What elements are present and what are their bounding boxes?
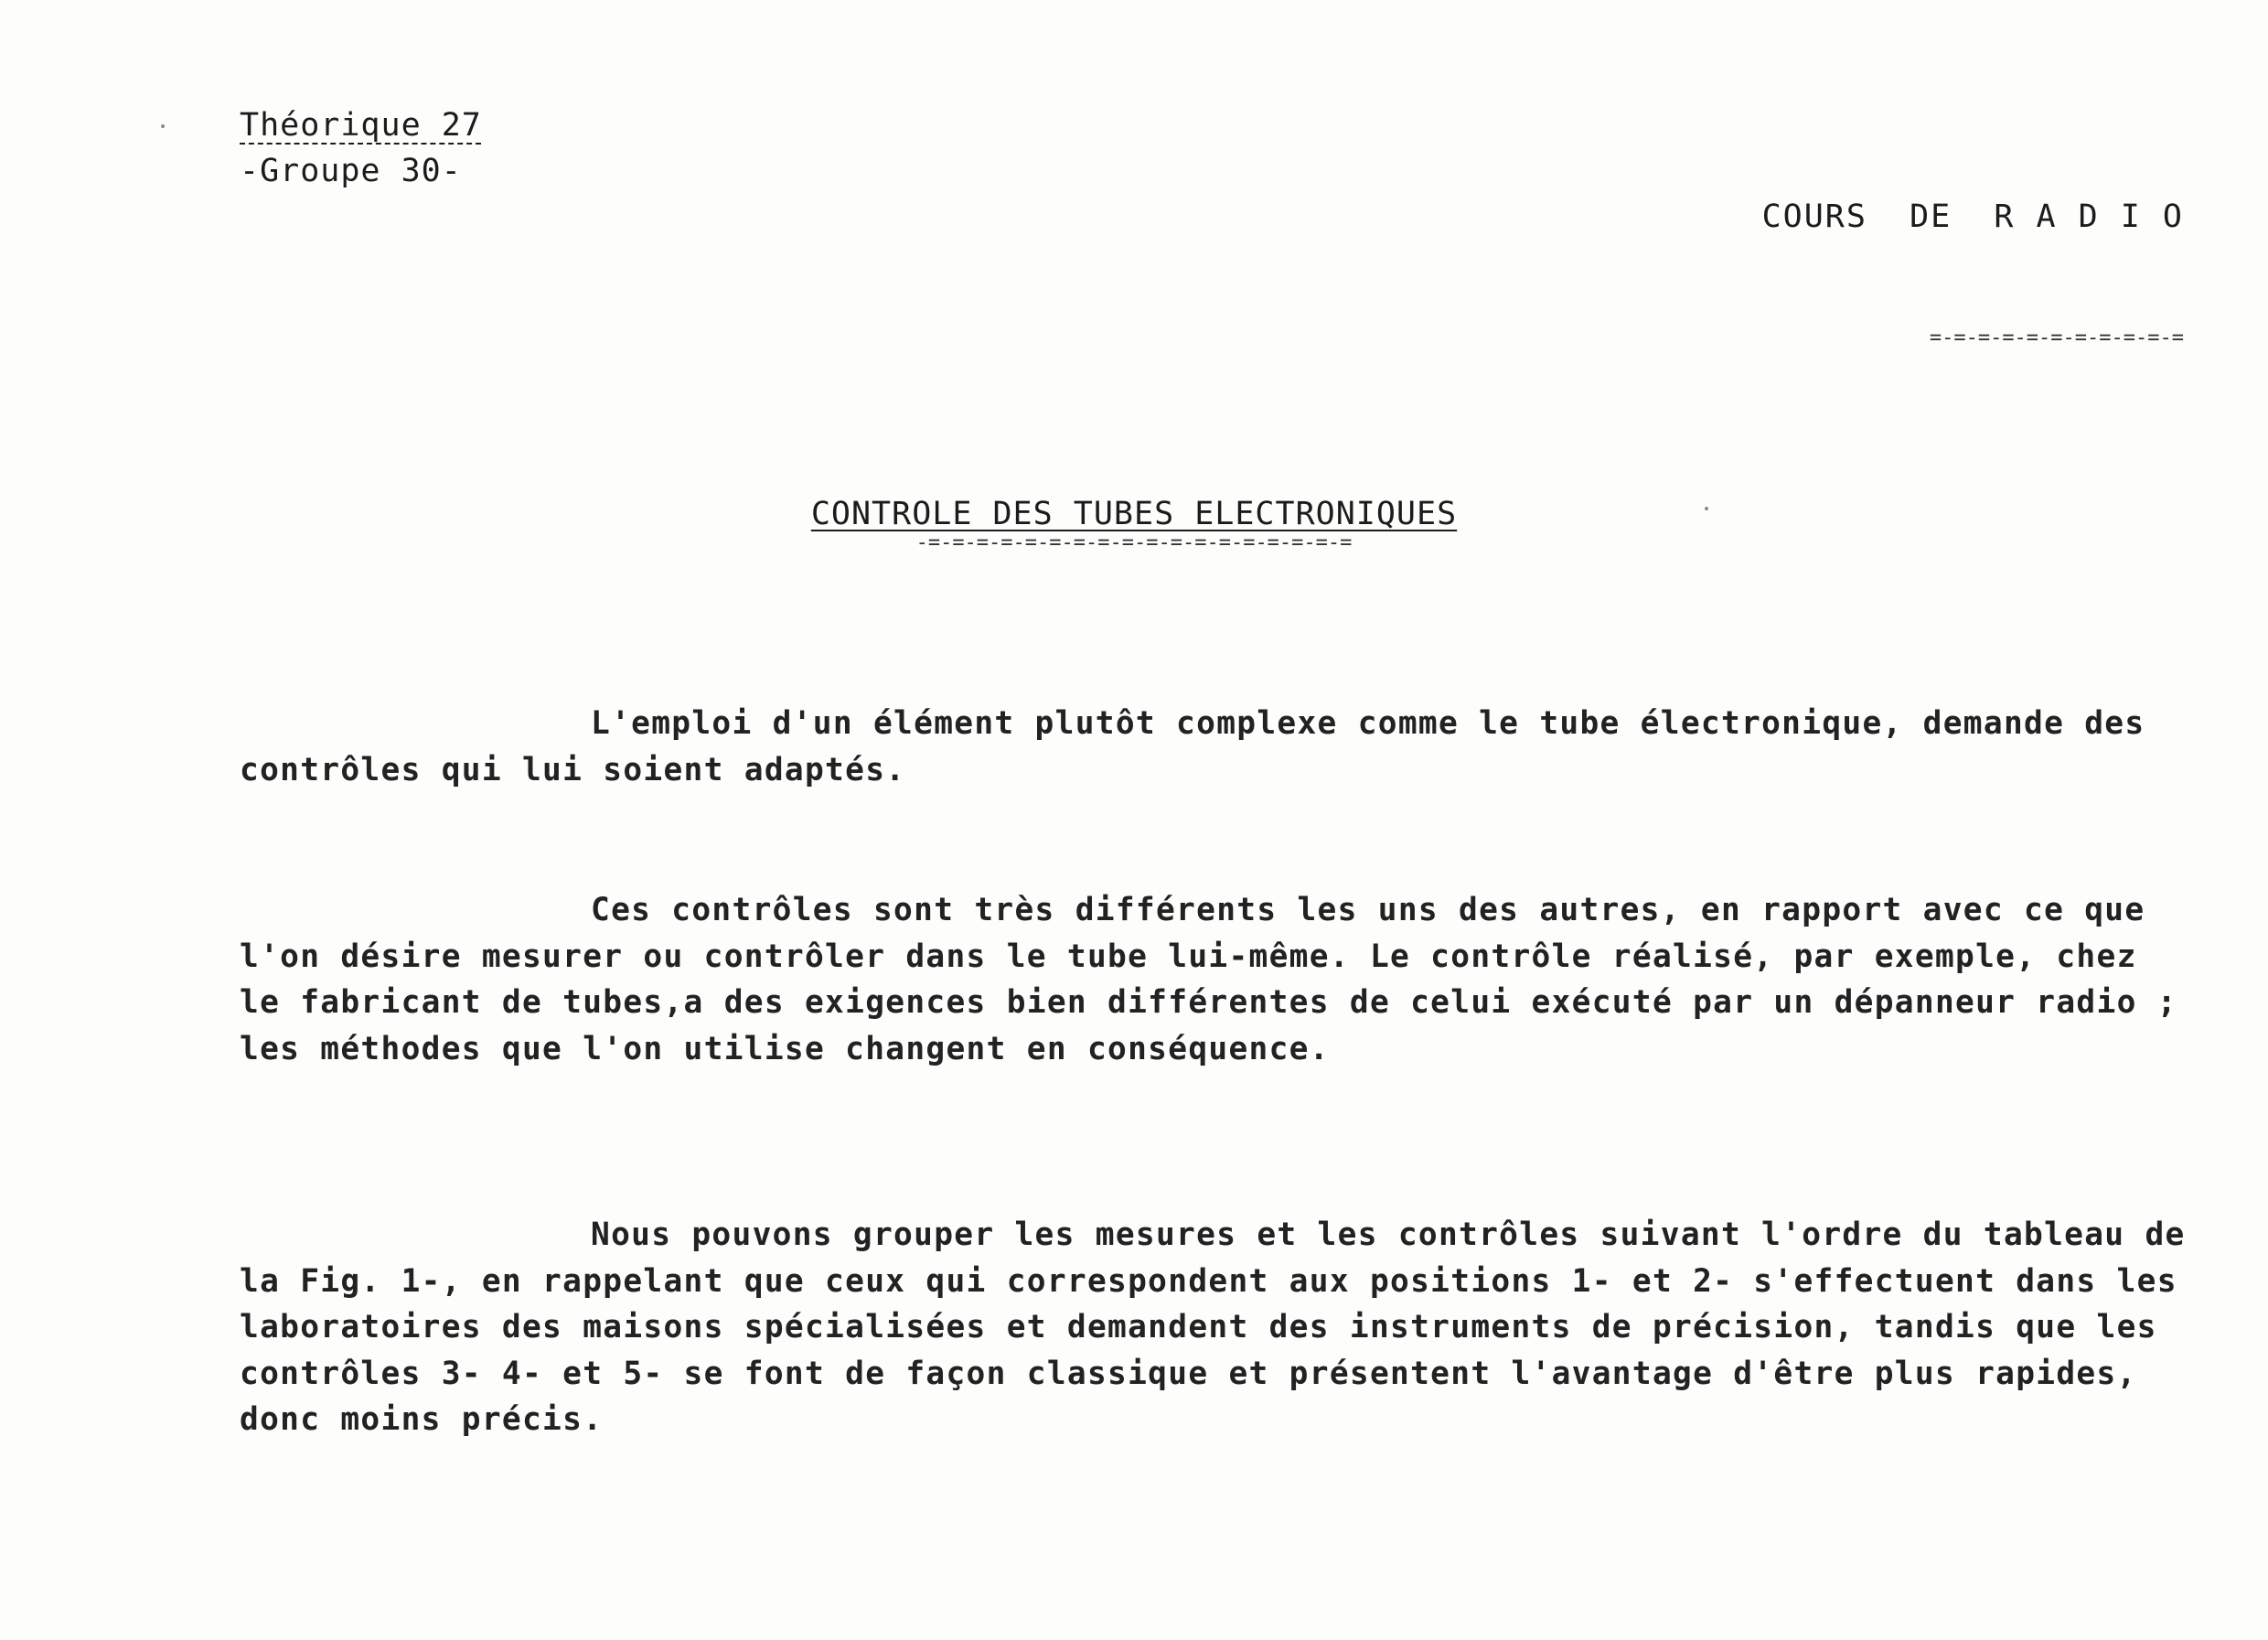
title-block — [0, 492, 2268, 554]
ink-speck — [161, 124, 165, 128]
course-title: COURS DE R A D I O — [1761, 198, 2184, 235]
paragraph-2: Ces contrôles sont très différents les uns des autres, en rapport avec ce que l'on désire mesurer ou contrôler dans le tube lui-même. Le contrôle réalisé, par exemple, chez le fabricant de tubes,a des exigences bien différentes de celui exécuté par un dépanneur radio ; les méthodes que l'on utilise changent en conséquence. — [240, 892, 2177, 1067]
paragraph-1: L'emploi d'un élément plutôt complexe comme le tube électronique, demande des contrôles qui lui soient adaptés. — [240, 705, 2145, 788]
document-title — [811, 492, 1457, 551]
header-right — [1762, 102, 2184, 437]
document-title-decoration: -=-=-=-=-=-=-=-=-=-=-=-=-=-=-=-=-=-= — [915, 536, 1353, 551]
course-title-decoration: =-=-=-=-=-=-=-=-=-=-= — [1929, 331, 2184, 346]
ink-speck — [1705, 507, 1708, 510]
lesson-number: Théorique 27 — [240, 107, 482, 144]
paragraph-3: Nous pouvons grouper les mesures et les contrôles suivant l'ordre du tableau de la Fig. 1-, en rappelant que ceux qui correspondent aux positions 1- et 2- s'effectuent dans les laboratoires des maisons spécialisées et demandent des instruments de précision, tandis que les contrôles 3- 4- et 5- se font de façon classique et présentent l'avantage d'être plus rapides, donc moins précis. — [240, 1217, 2186, 1438]
group-number: -Groupe 30- — [240, 153, 462, 189]
document-title-text: CONTROLE DES TUBES ELECTRONIQUES — [810, 496, 1458, 532]
header-left — [240, 102, 482, 194]
